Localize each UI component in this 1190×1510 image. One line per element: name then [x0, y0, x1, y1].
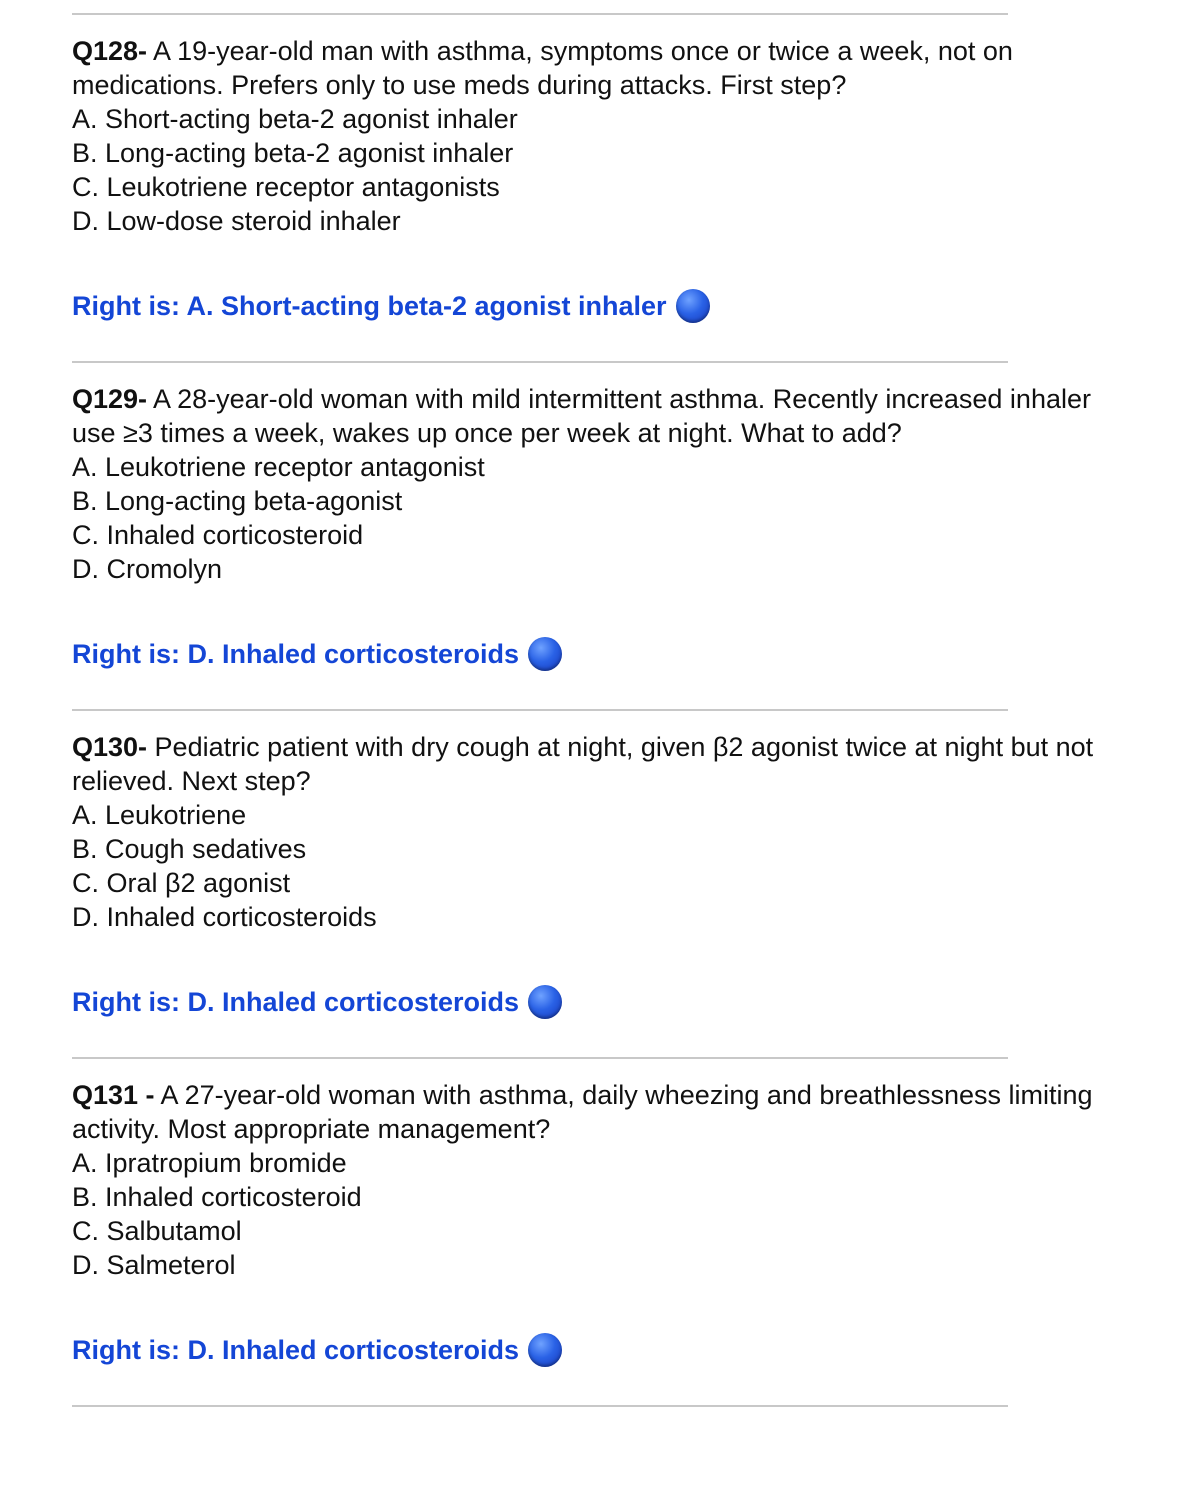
answer-line-q131: [72, 1333, 562, 1367]
question-number: Q131 -: [72, 1080, 155, 1110]
question-block-q131: [72, 1078, 1132, 1282]
question-text: [72, 382, 1132, 450]
option-d: D. Cromolyn: [72, 554, 223, 584]
option-b: B. Inhaled corticosteroid: [72, 1182, 362, 1212]
question-stem: A 28-year-old woman with mild intermittent asthma. Recently increased inhaler use ≥3 times a week, wakes up once per week at night. What to add?: [72, 384, 1091, 448]
answer-text: Right is: A. Short-acting beta-2 agonist inhaler: [72, 291, 667, 321]
option-b: B. Cough sedatives: [72, 834, 307, 864]
question-text: [72, 1078, 1132, 1146]
option-a: A. Leukotriene receptor antagonist: [72, 452, 485, 482]
option-c: C. Inhaled corticosteroid: [72, 520, 364, 550]
question-text: [72, 34, 1132, 102]
divider: [72, 361, 1008, 363]
blue-circle-icon: [528, 637, 562, 671]
question-number: Q129-: [72, 384, 148, 414]
question-stem: Pediatric patient with dry cough at night, given β2 agonist twice at night but not relieved. Next step?: [72, 732, 1094, 796]
question-stem: A 27-year-old woman with asthma, daily wheezing and breathlessness limiting activity. Most appropriate management?: [72, 1080, 1093, 1144]
question-number: Q128-: [72, 36, 148, 66]
option-c: C. Oral β2 agonist: [72, 868, 291, 898]
answer-text: Right is: D. Inhaled corticosteroids: [72, 987, 520, 1017]
divider: [72, 1405, 1008, 1407]
option-d: D. Salmeterol: [72, 1250, 236, 1280]
option-a: A. Ipratropium bromide: [72, 1148, 347, 1178]
blue-circle-icon: [676, 289, 710, 323]
blue-circle-icon: [528, 1333, 562, 1367]
option-a: A. Leukotriene: [72, 800, 247, 830]
option-b: B. Long-acting beta-2 agonist inhaler: [72, 138, 514, 168]
divider: [72, 13, 1008, 15]
answer-line-q130: [72, 985, 562, 1019]
answer-line-q128: [72, 289, 710, 323]
option-d: D. Low-dose steroid inhaler: [72, 206, 401, 236]
answer-text: Right is: D. Inhaled corticosteroids: [72, 639, 520, 669]
question-block-q130: [72, 730, 1132, 934]
question-block-q128: [72, 34, 1132, 238]
answer-line-q129: [72, 637, 562, 671]
option-d: D. Inhaled corticosteroids: [72, 902, 377, 932]
blue-circle-icon: [528, 985, 562, 1019]
question-number: Q130-: [72, 732, 148, 762]
question-stem: A 19-year-old man with asthma, symptoms once or twice a week, not on medications. Prefers only to use meds during attacks. First step?: [72, 36, 1013, 100]
option-c: C. Leukotriene receptor antagonists: [72, 172, 500, 202]
question-block-q129: [72, 382, 1132, 586]
divider: [72, 709, 1008, 711]
option-b: B. Long-acting beta-agonist: [72, 486, 403, 516]
option-a: A. Short-acting beta-2 agonist inhaler: [72, 104, 518, 134]
option-c: C. Salbutamol: [72, 1216, 242, 1246]
divider: [72, 1057, 1008, 1059]
question-text: [72, 730, 1132, 798]
answer-text: Right is: D. Inhaled corticosteroids: [72, 1335, 520, 1365]
